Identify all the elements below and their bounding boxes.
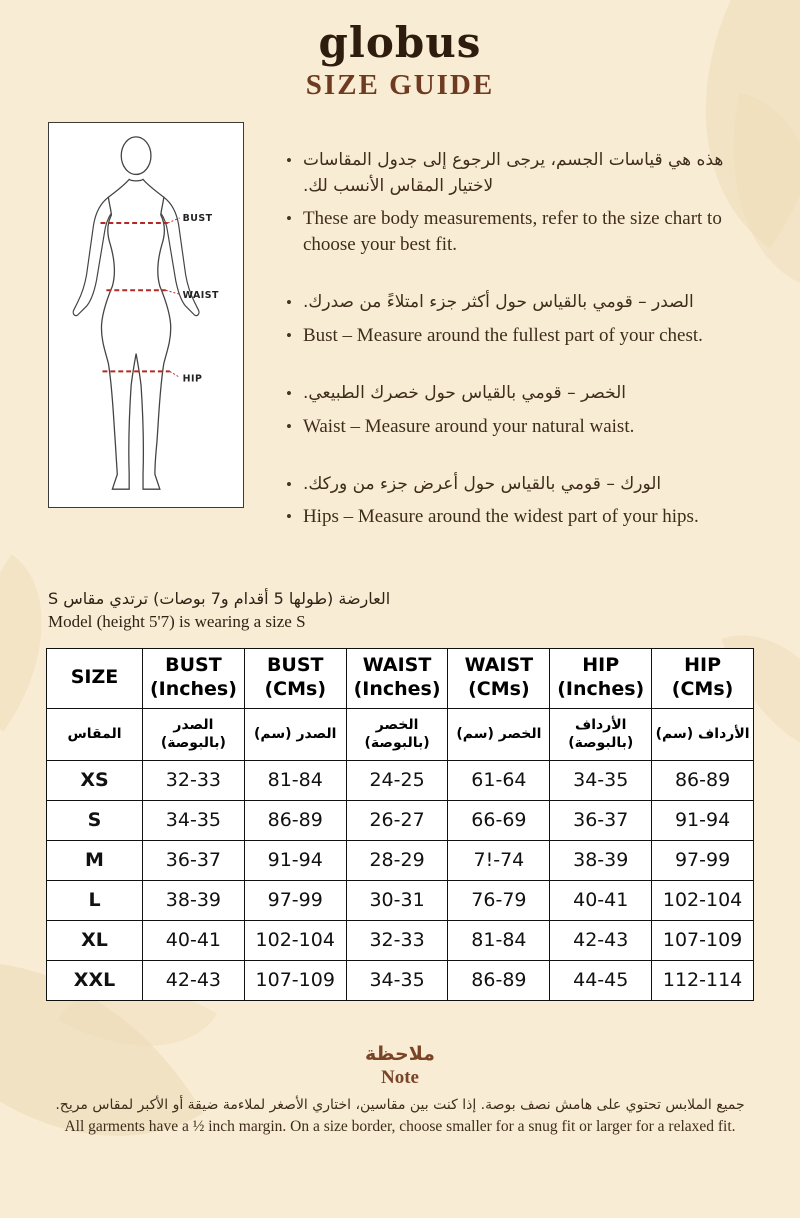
bullet-dot: • — [286, 293, 292, 313]
instruction-hip-english — [286, 504, 752, 530]
waist-leader-line — [166, 290, 180, 294]
waist-cms-cell: 76-79 — [448, 880, 550, 920]
size-chart-table — [46, 648, 754, 1001]
body-measurement-figure — [48, 122, 244, 508]
instruction-waist-english — [286, 414, 752, 440]
note-body-english: All garments have a ½ inch margin. On a size border, choose smaller for a snug fit or larger for a relaxed fit. — [64, 1117, 736, 1135]
bullet-dot: • — [286, 474, 292, 494]
waist-cms-cell: 66-69 — [448, 800, 550, 840]
bust-cms-cell: 81-84 — [244, 760, 346, 800]
instruction-general-english — [286, 206, 752, 258]
header-bust-cms-ar: الصدر (سم) — [244, 708, 346, 760]
model-note — [48, 589, 800, 632]
size-guide-page — [0, 18, 800, 1136]
bullet-dot: • — [286, 507, 292, 527]
size-cell: XL — [47, 920, 143, 960]
instruction-text: Hips – Measure around the widest part of your hips. — [302, 506, 699, 528]
waist-inches-cell: 28-29 — [346, 840, 448, 880]
bust-inches-cell: 42-43 — [143, 960, 245, 1000]
bust-cms-cell: 97-99 — [244, 880, 346, 920]
hip-label: HIP — [182, 373, 203, 385]
header-size: SIZE — [47, 648, 143, 708]
hip-inches-cell: 36-37 — [550, 800, 652, 840]
size-cell: XXL — [47, 960, 143, 1000]
waist-inches-cell: 34-35 — [346, 960, 448, 1000]
waist-cms-cell: 86-89 — [448, 960, 550, 1000]
bust-label: BUST — [182, 212, 213, 224]
hip-cms-cell: 97-99 — [652, 840, 754, 880]
hip-inches-cell: 38-39 — [550, 840, 652, 880]
instruction-text: هذه هي قياسات الجسم، يرجى الرجوع إلى جدول المقاسات لاختيار المقاس الأنسب لك. — [302, 150, 724, 196]
bullet-dot: • — [286, 151, 292, 170]
bust-cms-cell: 91-94 — [244, 840, 346, 880]
header-waist-inches-ar: الخصر (بالبوصة) — [346, 708, 448, 760]
table-row-xxl — [47, 960, 754, 1000]
body-figure-illustration — [49, 123, 243, 507]
instruction-group-bust — [286, 290, 752, 349]
header-waist-inches: WAIST (Inches) — [346, 648, 448, 708]
waist-cms-cell: 81-84 — [448, 920, 550, 960]
bust-inches-cell: 40-41 — [143, 920, 245, 960]
instruction-hip-arabic — [286, 472, 752, 498]
header-hip-cms-ar: الأرداف (سم) — [652, 708, 754, 760]
hip-inches-cell: 34-35 — [550, 760, 652, 800]
header-waist-cms: WAIST (CMs) — [448, 648, 550, 708]
waist-inches-cell: 24-25 — [346, 760, 448, 800]
bust-cms-cell: 107-109 — [244, 960, 346, 1000]
main-section — [0, 122, 800, 563]
note-title-english: Note — [381, 1066, 419, 1088]
header-size-ar: المقاس — [47, 708, 143, 760]
hip-leader-line — [170, 371, 180, 377]
instruction-text: الصدر – قومي بالقياس حول أكثر جزء امتلاءً من صدرك. — [302, 292, 694, 313]
table-header-english — [47, 648, 754, 708]
instruction-bust-arabic — [286, 290, 752, 316]
header-waist-cms-ar: الخصر (سم) — [448, 708, 550, 760]
figure-left-arm — [73, 197, 111, 315]
instruction-bust-english — [286, 323, 752, 349]
hip-inches-cell: 44-45 — [550, 960, 652, 1000]
waist-label: WAIST — [182, 290, 219, 302]
bullet-dot: • — [286, 325, 292, 345]
header-hip-cms: HIP (CMs) — [652, 648, 754, 708]
hip-cms-cell: 86-89 — [652, 760, 754, 800]
waist-inches-cell: 32-33 — [346, 920, 448, 960]
note-title-arabic: ملاحظة — [365, 1042, 435, 1065]
hip-cms-cell: 107-109 — [652, 920, 754, 960]
page-title: SIZE GUIDE — [305, 69, 495, 101]
table-header-arabic — [47, 708, 754, 760]
table-row-xl — [47, 920, 754, 960]
hip-cms-cell: 102-104 — [652, 880, 754, 920]
hip-cms-cell: 112-114 — [652, 960, 754, 1000]
header-bust-inches-ar: الصدر (بالبوصة) — [143, 708, 245, 760]
instruction-text: Waist – Measure around your natural waist. — [302, 415, 635, 437]
instruction-group-waist — [286, 381, 752, 440]
bust-cms-cell: 86-89 — [244, 800, 346, 840]
instruction-text: الورك – قومي بالقياس حول أعرض جزء من وركك. — [302, 473, 662, 494]
instruction-text: These are body measurements, refer to the size chart to choose your best fit. — [302, 208, 722, 256]
figure-head — [121, 137, 151, 175]
hip-inches-cell: 40-41 — [550, 880, 652, 920]
brand-logo: globus — [318, 18, 482, 67]
bullet-dot: • — [286, 209, 292, 228]
instruction-text: Bust – Measure around the fullest part of your chest. — [302, 324, 703, 346]
header-bust-cms: BUST (CMs) — [244, 648, 346, 708]
instruction-group-general — [286, 148, 752, 258]
header-bust-inches: BUST (Inches) — [143, 648, 245, 708]
header-hip-inches: HIP (Inches) — [550, 648, 652, 708]
note-body-arabic: جميع الملابس تحتوي على هامش نصف بوصة. إذا كنت بين مقاسين، اختاري الأصغر لملاءمة ضيقة أو الأكبر لمقاس مريح. — [55, 1096, 745, 1113]
waist-inches-cell: 26-27 — [346, 800, 448, 840]
size-cell: L — [47, 880, 143, 920]
hip-inches-cell: 42-43 — [550, 920, 652, 960]
bust-inches-cell: 38-39 — [143, 880, 245, 920]
table-row-xs — [47, 760, 754, 800]
figure-body — [101, 179, 170, 489]
instruction-text: الخصر – قومي بالقياس حول خصرك الطبيعي. — [302, 383, 626, 404]
model-note-arabic: العارضة (طولها 5 أقدام و7 بوصات) ترتدي مقاس S — [48, 588, 391, 608]
model-note-english: Model (height 5'7) is wearing a size S — [48, 611, 306, 631]
note-section — [0, 1043, 800, 1136]
hip-cms-cell: 91-94 — [652, 800, 754, 840]
size-cell: M — [47, 840, 143, 880]
instruction-general-arabic — [286, 148, 752, 199]
table-row-m — [47, 840, 754, 880]
instruction-waist-arabic — [286, 381, 752, 407]
waist-inches-cell: 30-31 — [346, 880, 448, 920]
instructions-list — [286, 122, 752, 563]
instruction-group-hip — [286, 472, 752, 531]
table-row-l — [47, 880, 754, 920]
waist-cms-cell: 7!-74 — [448, 840, 550, 880]
bullet-dot: • — [286, 416, 292, 436]
bullet-dot: • — [286, 384, 292, 404]
bust-inches-cell: 36-37 — [143, 840, 245, 880]
bust-inches-cell: 32-33 — [143, 760, 245, 800]
size-cell: XS — [47, 760, 143, 800]
table-row-s — [47, 800, 754, 840]
header-hip-inches-ar: الأرداف (بالبوصة) — [550, 708, 652, 760]
waist-cms-cell: 61-64 — [448, 760, 550, 800]
bust-inches-cell: 34-35 — [143, 800, 245, 840]
bust-cms-cell: 102-104 — [244, 920, 346, 960]
size-cell: S — [47, 800, 143, 840]
